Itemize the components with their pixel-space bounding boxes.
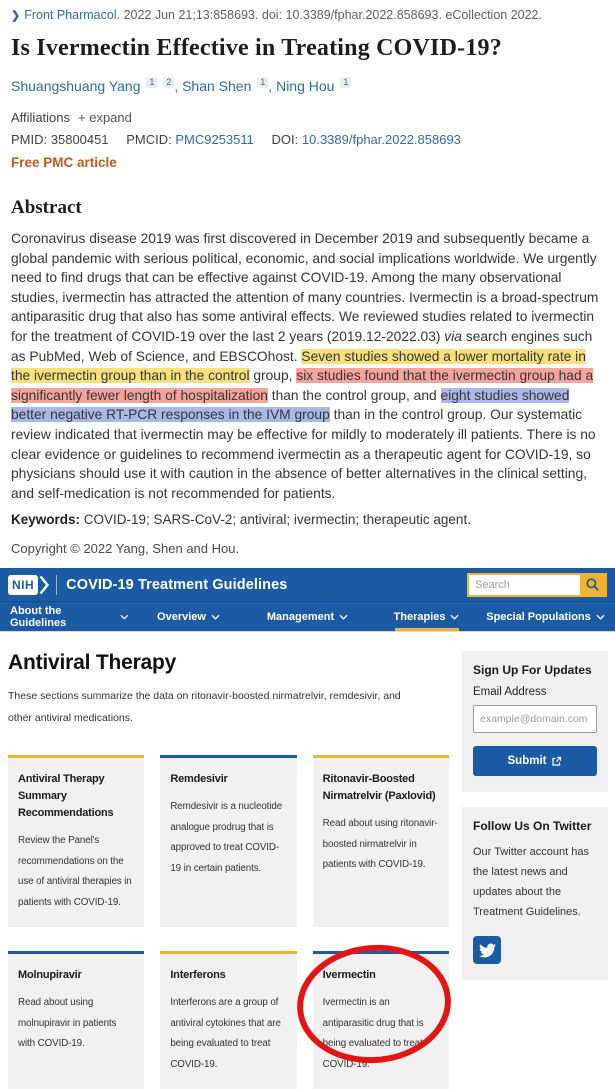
site-title-link[interactable]: COVID-19 Treatment Guidelines bbox=[66, 576, 288, 593]
affiliation-number-badge[interactable]: 1 bbox=[340, 77, 351, 88]
abstract-text: search engines such as PubMed, Web of Science, and EBSCOhost. bbox=[11, 328, 593, 364]
free-pmc-article-link[interactable]: Free PMC article bbox=[11, 155, 117, 170]
card-body: Review the Panel's recommendations on the use of antiviral therapies in patients with COVID-19. bbox=[18, 835, 132, 908]
nih-logo[interactable] bbox=[8, 575, 49, 595]
primary-nav bbox=[0, 601, 615, 631]
chevron-down-icon bbox=[120, 614, 129, 620]
email-field[interactable] bbox=[473, 705, 597, 733]
therapy-card-remdesivir[interactable] bbox=[160, 755, 296, 927]
twitter-link[interactable] bbox=[473, 936, 501, 964]
author-separator: , bbox=[174, 78, 183, 94]
nav-item-overview[interactable] bbox=[129, 602, 248, 631]
search-box bbox=[467, 573, 607, 597]
authors-line bbox=[11, 77, 604, 94]
twitter-title: Follow Us On Twitter bbox=[473, 819, 592, 834]
header-divider bbox=[56, 575, 57, 595]
keywords-line bbox=[11, 512, 604, 527]
page-content bbox=[0, 631, 615, 1089]
nih-logo-text: NIH bbox=[8, 575, 38, 595]
nih-site-section bbox=[0, 568, 615, 1089]
nav-item-management[interactable] bbox=[248, 602, 367, 631]
abstract-text: Coronavirus disease 2019 was first discovered in December 2019 and subsequently became a global pandemic with serious political, economic, and social implications worldwide. We urgently need to find drugs that can be effective against COVID-19. Among the many observational studies, ivermectin has attracted the attention of many countries. Ivermectin is a broad-spectrum antiparasitic drug that also has some antiviral effects. We reviewed studies related to ivermectin for the treatment of COVID-19 over the last 2 years (2019.12-2022.03) bbox=[11, 231, 599, 344]
card-body: Interferons are a group of antiviral cytokines that are being evaluated to treat COVID-19. bbox=[170, 997, 281, 1070]
therapy-card-antiviral[interactable] bbox=[8, 755, 144, 927]
chevron-down-icon bbox=[211, 614, 220, 620]
journal-citation-line bbox=[11, 8, 604, 22]
affiliation-number-badge[interactable]: 2 bbox=[163, 77, 174, 88]
abstract-text: than in the control group. Our systematic review indicated that ivermectin may be effective for mildly to moderately ill patients. There is no clear evidence or guidelines to recommend ivermectin as a therapeutic agent for COVID-19, so physicians should use it with caution in the absence of better alternatives in the clinical setting, and self-medication is not recommended for patients. bbox=[11, 407, 596, 501]
external-link-icon bbox=[551, 756, 562, 767]
therapy-card-ivermectin[interactable] bbox=[313, 951, 449, 1089]
article-title: Is Ivermectin Effective in Treating COVID-19? bbox=[11, 35, 502, 61]
keywords-label: Keywords: bbox=[11, 512, 81, 528]
abstract-heading: Abstract bbox=[11, 197, 82, 218]
nav-item-label: About the Guidelines bbox=[10, 604, 67, 629]
nav-item-therapies[interactable] bbox=[367, 602, 486, 631]
therapy-card-interferons[interactable] bbox=[160, 951, 296, 1089]
card-body: Read about using ritonavir-boosted nirmatrelvir in patients with COVID-19. bbox=[322, 818, 438, 871]
chevron-down-icon bbox=[450, 614, 459, 620]
twitter-body: Our Twitter account has the latest news and updates about the Treatment Guidelines. bbox=[473, 846, 589, 919]
search-input[interactable] bbox=[469, 575, 580, 595]
affiliation-number-badge[interactable]: 1 bbox=[257, 77, 268, 88]
pmid-label: PMID: bbox=[11, 132, 48, 147]
abstract-text: than the control group, and bbox=[267, 387, 441, 403]
keywords-text: COVID-19; SARS-CoV-2; antiviral; ivermectin; therapeutic agent. bbox=[80, 512, 471, 528]
affiliations-label: Affiliations bbox=[11, 110, 71, 125]
affiliations-row bbox=[11, 110, 604, 125]
signup-box bbox=[462, 651, 608, 792]
main-column bbox=[8, 651, 449, 1089]
search-icon bbox=[585, 577, 600, 592]
card-title: Remdesivir bbox=[170, 773, 228, 786]
search-button[interactable] bbox=[580, 575, 605, 595]
copyright-line: Copyright © 2022 Yang, Shen and Hou. bbox=[11, 541, 240, 557]
journal-link[interactable]: Front Pharmacol bbox=[24, 8, 117, 22]
nav-item-label: Special Populations bbox=[486, 610, 591, 623]
abstract-text: via bbox=[444, 328, 462, 344]
article-ids-row bbox=[11, 132, 604, 147]
chevron-right-icon: ❯ bbox=[11, 10, 21, 22]
nih-logo-chevron-icon bbox=[39, 575, 49, 595]
nav-item-label: Overview bbox=[157, 610, 206, 623]
card-title: Molnupiravir bbox=[18, 969, 82, 982]
chevron-down-icon bbox=[339, 614, 348, 620]
email-label: Email Address bbox=[473, 686, 547, 699]
twitter-box bbox=[462, 807, 608, 980]
doi-link[interactable]: 10.3389/fphar.2022.858693 bbox=[301, 132, 461, 147]
nav-item-label: Therapies bbox=[393, 610, 446, 623]
therapy-cards-grid bbox=[8, 755, 449, 1089]
author-link[interactable]: Ning Hou bbox=[276, 78, 335, 94]
nih-site-header bbox=[0, 568, 615, 601]
author-link[interactable]: Shan Shen bbox=[182, 78, 252, 94]
twitter-bird-icon bbox=[479, 942, 496, 959]
pmid-value: 35800451 bbox=[50, 132, 109, 147]
author-link[interactable]: Shuangshuang Yang bbox=[11, 78, 141, 94]
highlighted-text: six studies found that the ivermectin group had a significantly fewer length of hospitalization bbox=[11, 368, 594, 403]
citation-text: . 2022 Jun 21;13:858693. doi: 10.3389/fphar.2022.858693. eCollection 2022. bbox=[116, 8, 542, 22]
affiliations-expand-button[interactable]: + expand bbox=[78, 110, 132, 125]
submit-label: Submit bbox=[507, 755, 547, 768]
submit-button[interactable] bbox=[473, 746, 597, 776]
abstract-paragraph bbox=[11, 229, 604, 503]
card-title: Ritonavir-Boosted Nirmatrelvir (Paxlovid) bbox=[322, 773, 436, 803]
card-title: Antiviral Therapy Summary Recommendations bbox=[18, 773, 114, 820]
card-body: Read about using molnupiravir in patients with COVID-19. bbox=[18, 997, 117, 1050]
therapy-card-molnupiravir[interactable] bbox=[8, 951, 144, 1089]
signup-title: Sign Up For Updates bbox=[473, 663, 592, 678]
doi-label: DOI: bbox=[271, 132, 299, 147]
highlighted-text: eight studies showed better negative RT-PCR responses in the IVM group bbox=[11, 387, 570, 423]
page-title: Antiviral Therapy bbox=[8, 651, 177, 675]
pmcid-link[interactable]: PMC9253511 bbox=[175, 132, 254, 147]
card-title: Interferons bbox=[170, 969, 226, 982]
chevron-down-icon bbox=[596, 614, 605, 620]
nav-item-about-the-guidelines[interactable] bbox=[10, 602, 129, 631]
page-intro: These sections summarize the data on ritonavir-boosted nirmatrelvir, remdesivir, and other antiviral medications. bbox=[8, 690, 401, 725]
affiliation-number-badge[interactable]: 1 bbox=[146, 77, 157, 88]
therapy-card-ritonavir-boosted[interactable] bbox=[313, 755, 449, 927]
nav-item-special-populations[interactable] bbox=[486, 602, 605, 631]
author-separator: , bbox=[268, 78, 277, 94]
nav-item-label: Management bbox=[266, 610, 335, 623]
highlighted-text: Seven studies showed a lower mortality rate in the ivermectin group than in the control bbox=[11, 348, 586, 384]
pmcid-label: PMCID: bbox=[126, 132, 172, 147]
card-title: Ivermectin bbox=[322, 969, 376, 982]
card-body: Ivermectin is an antiparasitic drug that is being evaluated to treat COVID-19. bbox=[322, 997, 424, 1070]
card-body: Remdesivir is a nucleotide analogue prodrug that is approved to treat COVID-19 in certain patients. bbox=[170, 801, 283, 874]
sidebar bbox=[462, 651, 608, 1089]
abstract-text: group, bbox=[249, 368, 297, 384]
